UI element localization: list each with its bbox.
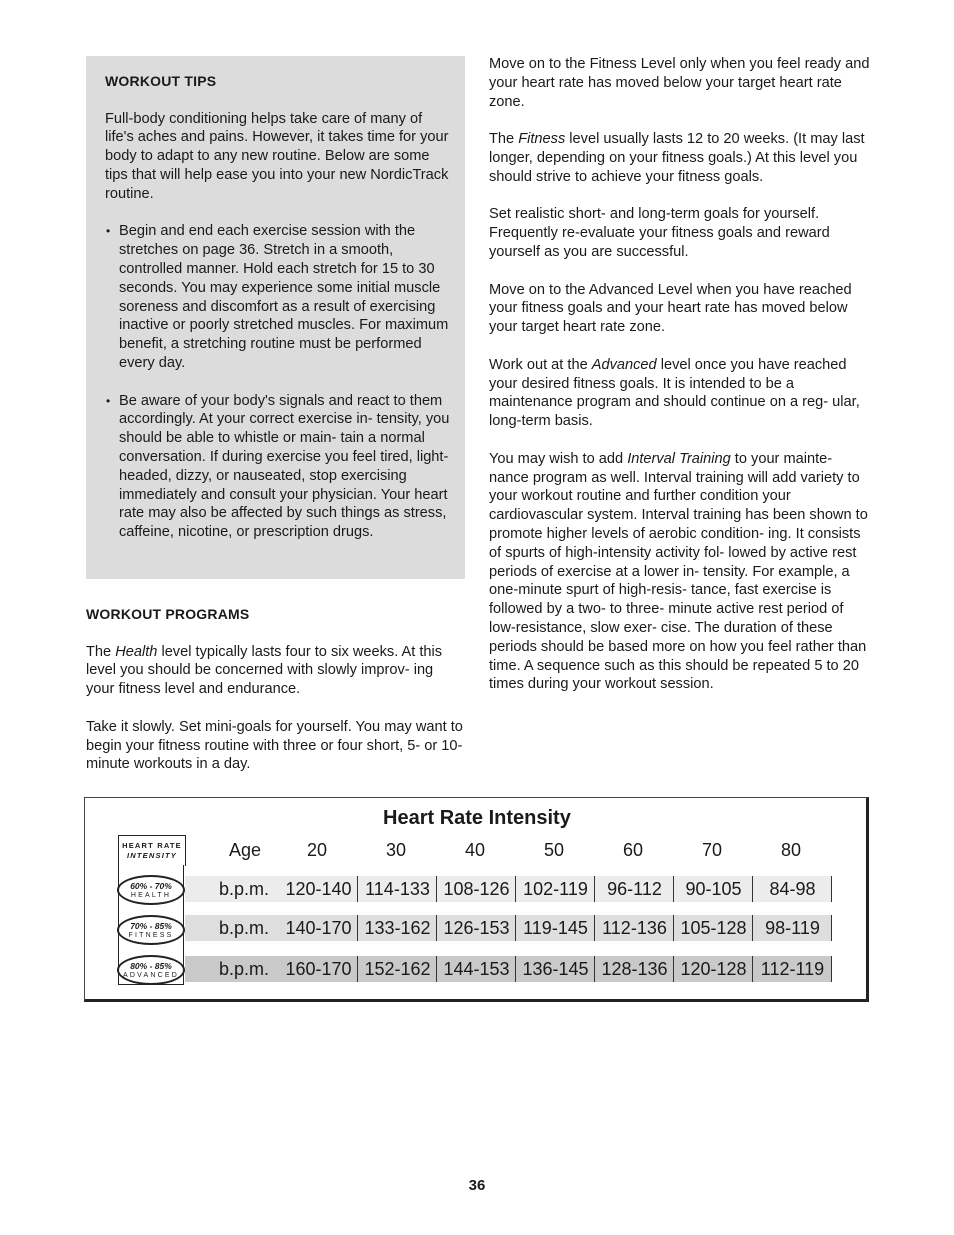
age-header: 40 bbox=[464, 840, 486, 860]
oval-level: ADVANCED bbox=[123, 971, 179, 979]
text-span: level once you have reached your desired fitness goals. It is intended to be a maintenance program and should continue on a reg- ular, long-term basis. bbox=[489, 356, 860, 430]
workout-programs-heading: WORKOUT PROGRAMS bbox=[86, 606, 250, 622]
right-column bbox=[489, 55, 871, 713]
text-span: The bbox=[489, 131, 519, 148]
tip-item: • Be aware of your body's signals and react to them accordingly. At your correct exercise in- tensity, you should be able to whistle or main- tain a normal conversation. If during exercise you feel tired, light-headed, dizzy, or nauseated, stop exercising immediately and consult your physician. Your heart rate may also be affected by such things as stress, caffeine, nicotine, or prescription drugs. bbox=[105, 392, 450, 542]
table-cell: 152-162 bbox=[359, 956, 437, 982]
text-span: You may wish to add bbox=[489, 450, 628, 467]
badge-line-2: INTENSITY bbox=[127, 851, 177, 860]
oval-percent: 80% - 85% bbox=[130, 960, 172, 971]
table-cell: 120-140 bbox=[280, 876, 358, 902]
table-cell: 114-133 bbox=[359, 876, 437, 902]
table-row-fitness bbox=[185, 915, 832, 941]
table-cell: 140-170 bbox=[280, 915, 358, 941]
fitness-term: Fitness bbox=[518, 131, 566, 148]
table-cell: 133-162 bbox=[359, 915, 437, 941]
workout-tips-list bbox=[105, 222, 450, 542]
interval-training-paragraph bbox=[489, 450, 871, 694]
table-cell: 105-128 bbox=[675, 915, 753, 941]
age-header: 50 bbox=[543, 840, 565, 860]
health-term: Health bbox=[115, 643, 158, 660]
oval-level: FITNESS bbox=[128, 931, 174, 939]
age-header: 80 bbox=[780, 840, 802, 860]
fitness-move-paragraph: Move on to the Fitness Level only when you feel ready and your heart rate has moved below your target heart rate zone. bbox=[489, 56, 870, 110]
table-cell: 84-98 bbox=[754, 876, 832, 902]
fitness-level-paragraph bbox=[489, 130, 871, 186]
age-label: Age bbox=[229, 840, 262, 860]
advanced-level-oval bbox=[117, 955, 185, 985]
table-cell: 126-153 bbox=[438, 915, 516, 941]
oval-percent: 70% - 85% bbox=[130, 920, 172, 931]
fitness-level-oval bbox=[117, 915, 185, 945]
workout-tips-intro: Full-body conditioning helps take care of many of life's aches and pains. However, it takes time for your body to adapt to any new routine. Below are some tips that will help ease you into your new NordicTrack routine. bbox=[105, 110, 449, 202]
text-span: level typically lasts four to six weeks. At this level you should be concerned with slowly improv- ing your fitness level and endurance. bbox=[86, 643, 443, 698]
table-cell: 112-136 bbox=[596, 915, 674, 941]
age-header: 60 bbox=[622, 840, 644, 860]
text-span: The bbox=[86, 643, 116, 660]
table-cell: 136-145 bbox=[517, 956, 595, 982]
take-it-slowly-paragraph: Take it slowly. Set mini-goals for yourself. You may want to begin your fitness routine with three or four short, 5- or 10-minute workouts in a day. bbox=[86, 718, 463, 773]
workout-tips-heading: WORKOUT TIPS bbox=[105, 73, 217, 89]
oval-percent: 60% - 70% bbox=[130, 880, 172, 891]
text-span: Work out at the bbox=[489, 356, 592, 373]
table-cell: 108-126 bbox=[438, 876, 516, 902]
advanced-term: Advanced bbox=[591, 356, 657, 373]
table-cell: 98-119 bbox=[754, 915, 832, 941]
table-row-health bbox=[185, 876, 832, 902]
goals-paragraph: Set realistic short- and long-term goals for yourself. Frequently re-evaluate your fitness goals and reward yourself as you are successful. bbox=[489, 206, 830, 260]
workout-programs-section bbox=[86, 605, 464, 793]
health-level-paragraph bbox=[86, 643, 464, 699]
heart-rate-badge bbox=[118, 835, 186, 866]
age-header: 70 bbox=[701, 840, 723, 860]
text-span: to your mainte- nance program as well. Interval training will add variety to your workout routine and further condition your cardiovascular system. Interval training has been shown to promote higher levels of aerobic condition- ing. It consists of spurts of high-intensity activity fol- lowed by active rest periods of exercise at a lower in- tensity. For example, a one-minute spurt of high-resis- tance, fast exercise is followed by a two- to three- minute active rest period of low-resistance, slow exer- cise. The duration of these periods should be based more on how you feel rather than time. A sequence such as this should be repeated 5 to 20 times during your workout session. bbox=[489, 450, 868, 693]
table-cell: 112-119 bbox=[754, 956, 832, 982]
bpm-label: b.p.m. bbox=[219, 878, 270, 899]
table-cell: 160-170 bbox=[280, 956, 358, 982]
age-header: 30 bbox=[385, 840, 407, 860]
table-cell: 96-112 bbox=[596, 876, 674, 902]
advanced-level-paragraph bbox=[489, 356, 871, 431]
age-header: 20 bbox=[306, 840, 328, 860]
table-cell: 120-128 bbox=[675, 956, 753, 982]
badge-line-1: HEART RATE bbox=[122, 841, 182, 850]
tip-item: • Begin and end each exercise session with the stretches on page 36. Stretch in a smooth, controlled manner. Hold each stretch for 15 to 30 seconds. You may experience some initial muscle soreness and discomfort as a result of exercising inactive or poorly stretched muscles. For maximum benefit, a stretching routine must be performed every day. bbox=[105, 222, 450, 372]
table-cell: 90-105 bbox=[675, 876, 753, 902]
oval-level: HEALTH bbox=[130, 891, 172, 899]
table-cell: 102-119 bbox=[517, 876, 595, 902]
interval-training-term: Interval Training bbox=[627, 450, 731, 467]
text-span: level usually lasts 12 to 20 weeks. (It may last longer, depending on your fitness goals.) At this level you should strive to achieve your fitness goals. bbox=[489, 131, 865, 185]
table-row-advanced bbox=[185, 956, 832, 982]
page-number: 36 bbox=[468, 1177, 486, 1194]
advanced-move-paragraph: Move on to the Advanced Level when you have reached your fitness goals and your heart rate has moved below your target heart rate zone. bbox=[489, 281, 852, 336]
health-level-oval bbox=[117, 875, 185, 905]
workout-tips-section bbox=[105, 72, 450, 561]
table-cell: 128-136 bbox=[596, 956, 674, 982]
bpm-label: b.p.m. bbox=[219, 917, 270, 938]
table-cell: 119-145 bbox=[517, 915, 595, 941]
table-cell: 144-153 bbox=[438, 956, 516, 982]
heart-rate-title: Heart Rate Intensity bbox=[383, 807, 571, 829]
bpm-label: b.p.m. bbox=[219, 958, 270, 979]
